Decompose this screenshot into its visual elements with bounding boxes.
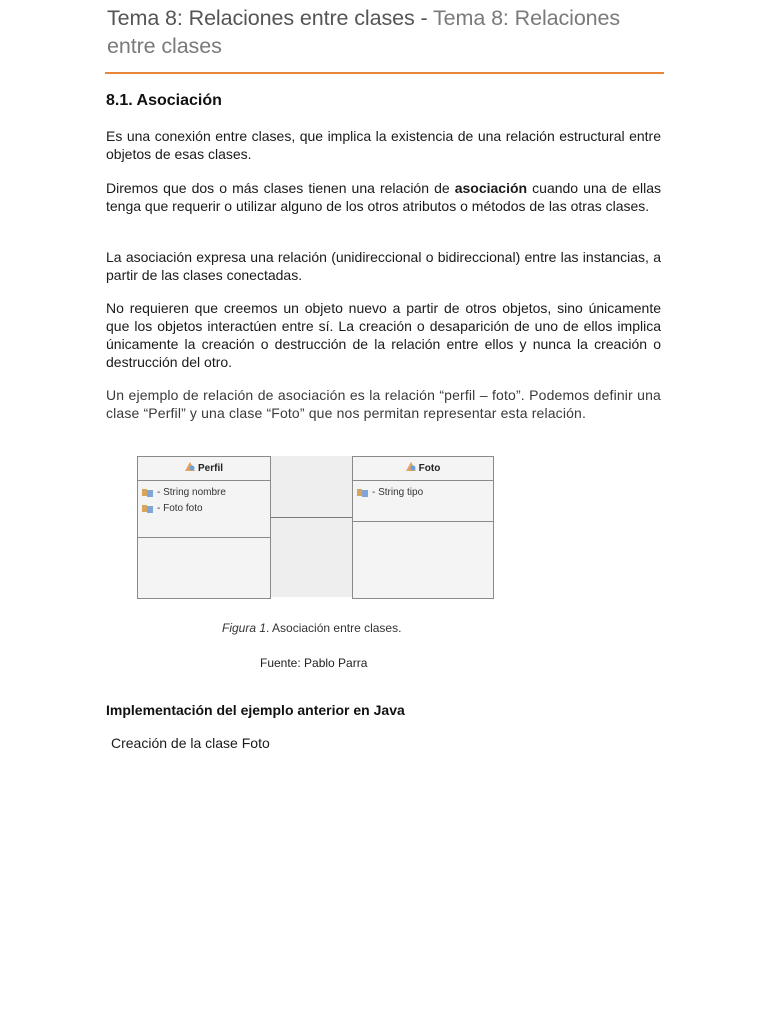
paragraph-direction: La asociación expresa una relación (unidireccional o bidireccional) entre las instancias, a partir de las clases conectadas. xyxy=(106,249,661,283)
uml-class-perfil xyxy=(137,456,271,599)
figure-caption-text: . Asociación entre clases. xyxy=(266,621,402,635)
uml-class-foto xyxy=(352,456,494,599)
bold-term-asociacion: asociación xyxy=(454,180,528,196)
implementation-heading: Implementación del ejemplo anterior en Java xyxy=(106,702,405,718)
paragraph-association-end: cuando una de ellas tenga que requerir o utilizar alguno de los otros atributos o métodos de las otras clases. xyxy=(106,180,662,214)
paragraph-association-start: Diremos que dos o más clases tienen una relación de xyxy=(106,180,455,196)
paragraph-definition: Es una conexión entre clases, que implica la existencia de una relación estructural entre objetos de esas clases. xyxy=(106,128,661,162)
figure-caption xyxy=(222,621,401,635)
attribute-icon xyxy=(142,488,154,498)
class-icon xyxy=(406,457,416,466)
attribute-icon xyxy=(357,488,369,498)
paragraph-example: Un ejemplo de relación de asociación es la relación “perfil – foto”. Podemos definir una clase “Perfil” y una clase “Foto” que nos permitan representar esta relación. xyxy=(106,387,661,421)
uml-class-perfil-attributes xyxy=(138,481,270,538)
paragraph-association xyxy=(106,179,661,215)
implementation-subtext: Creación de la clase Foto xyxy=(111,735,270,751)
attribute-icon xyxy=(142,504,154,514)
uml-class-foto-header xyxy=(353,457,493,481)
uml-attribute-row xyxy=(357,485,493,501)
figure-source: Fuente: Pablo Parra xyxy=(260,656,368,670)
uml-class-foto-attributes xyxy=(353,481,493,522)
figure-gap-background xyxy=(270,456,353,597)
uml-association-figure xyxy=(137,455,494,599)
header-title: Tema 8: Relaciones entre clases - xyxy=(107,6,434,30)
uml-attribute-row xyxy=(142,485,270,501)
uml-class-perfil-header xyxy=(138,457,270,481)
uml-attribute-text: - String tipo xyxy=(372,487,424,498)
header-subtitle: Tema 8: Relaciones xyxy=(433,6,621,30)
section-title: 8.1. Asociación xyxy=(106,92,222,109)
uml-class-perfil-name: Perfil xyxy=(197,463,223,474)
header-subtitle-cont: entre clases xyxy=(107,34,222,58)
uml-attribute-text: - String nombre xyxy=(157,487,226,498)
class-icon xyxy=(185,457,195,466)
header-divider xyxy=(105,72,664,74)
paragraph-interaction: No requieren que creemos un objeto nuevo a partir de otros objetos, sino únicamente que los objetos interactúen entre sí. La creación o desaparición de uno de ellos implica únicamente la creación o destrucción de la relación entre ellos y nunca la creación o destrucción del otro. xyxy=(106,300,661,370)
uml-attribute-row xyxy=(142,501,270,517)
figure-caption-label: Figura 1 xyxy=(222,621,267,635)
association-line xyxy=(270,517,353,518)
uml-class-foto-name: Foto xyxy=(418,463,441,474)
uml-attribute-text: - Foto foto xyxy=(157,503,203,514)
page-header xyxy=(107,4,667,60)
